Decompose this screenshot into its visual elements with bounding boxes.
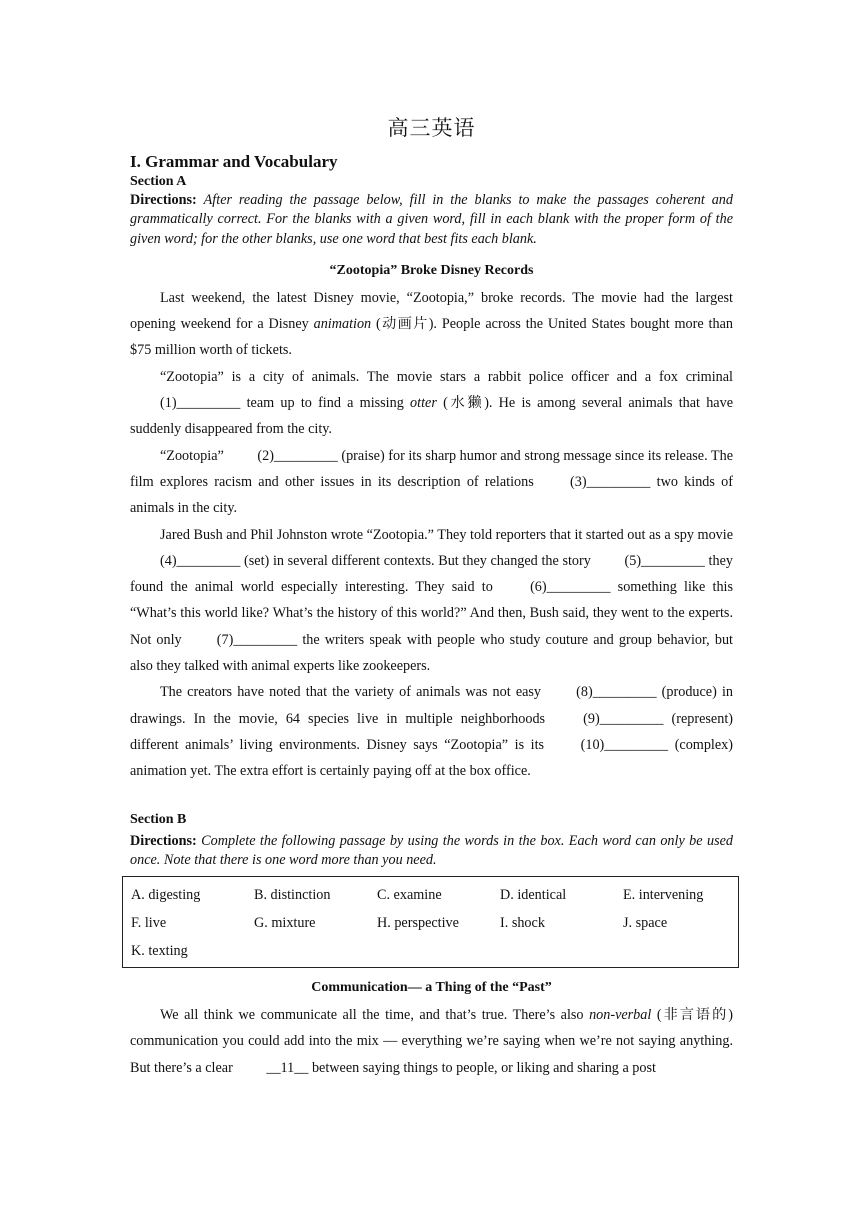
- blank-8[interactable]: (8)_________: [576, 684, 657, 701]
- blank-10[interactable]: (10)_________: [580, 736, 669, 753]
- word-bank-box: [122, 876, 739, 968]
- word-option: C. examine: [377, 887, 442, 904]
- word-option: I. shock: [500, 915, 545, 932]
- word-option: A. digesting: [131, 887, 201, 904]
- word-option: D. identical: [500, 887, 567, 904]
- word-option: K. texting: [131, 943, 188, 960]
- section-b-directions: [130, 832, 733, 871]
- word-bank-grid: [123, 881, 738, 965]
- blank-11[interactable]: __11__: [266, 1059, 309, 1076]
- blank-5[interactable]: (5)_________: [624, 552, 705, 569]
- word-option: G. mixture: [254, 915, 316, 932]
- section-a-directions: [130, 191, 733, 249]
- directions-label: Directions:: [130, 192, 197, 208]
- blank-7[interactable]: (7)_________: [216, 631, 298, 648]
- passage-a-paragraph-1: Last weekend, the latest Disney movie, “Zootopia,” broke records. The movie had the largest opening weekend for a Disney animation (动画片). People across the United States bought more than $75 million worth of tickets.: [130, 289, 733, 359]
- word-option: J. space: [623, 915, 668, 932]
- directions-text: After reading the passage below, fill in the blanks to make the passages coherent and grammatically correct. For the blanks with a given word, fill in each blank with the proper form of the given word; for the other blanks, use one word that best fits each blank.: [130, 192, 733, 247]
- blank-2[interactable]: (2)_________: [257, 447, 338, 464]
- document-title: 高三英语: [387, 116, 476, 140]
- blank-9[interactable]: (9)_________: [583, 710, 664, 727]
- section-a-heading: Section A: [130, 174, 187, 189]
- blank-3[interactable]: (3)_________: [570, 473, 651, 490]
- passage-a-paragraph-2: “Zootopia” is a city of animals. The movie stars a rabbit police officer and a fox criminal (1)_________ team up to find a missing otter (水獭). He is among several animals that have suddenly disappeared from the city.: [130, 368, 733, 438]
- section-spacer: [130, 785, 733, 812]
- word-option: E. intervening: [623, 887, 704, 904]
- part-heading: I. Grammar and Vocabulary: [130, 152, 338, 171]
- word-option: B. distinction: [254, 887, 331, 904]
- directions-text: Complete the following passage by using the words in the box. Each word can only be used once. Note that there is one word more than you need.: [130, 832, 733, 868]
- blank-6[interactable]: (6)_________: [530, 579, 611, 596]
- document-page: [130, 112, 733, 1081]
- passage-a-paragraph-4: Jared Bush and Phil Johnston wrote “Zootopia.” They told reporters that it started out as a spy movie (4)_________ (set) in several different contexts. But they changed the story (5)_________ they found the animal world especially interesting. They said to (6)_________ something like this “What’s this world like? What’s the history of this world?” And then, Bush said, they went to the experts. Not only (7)_________ the writers speak with people who study couture and group behavior, but also they talked with animal experts like zookeepers.: [130, 526, 733, 675]
- passage-a-title: “Zootopia” Broke Disney Records: [329, 262, 534, 278]
- blank-1[interactable]: (1)_________: [160, 395, 241, 412]
- word-option: F. live: [131, 915, 167, 932]
- section-b-heading: Section B: [130, 811, 187, 827]
- directions-label: Directions:: [130, 832, 197, 849]
- passage-b-title: Communication— a Thing of the “Past”: [311, 980, 552, 996]
- passage-a-paragraph-5: The creators have noted that the variety of animals was not easy (8)_________ (produce) in drawings. In the movie, 64 species live in multiple neighborhoods (9)_________ (represent) different animals’ living environments. Disney says “Zootopia” is its (10)_________ (complex) animation yet. The extra effort is certainly paying off at the box office.: [130, 679, 733, 784]
- word-option: H. perspective: [377, 915, 459, 932]
- passage-a-paragraph-3: “Zootopia” (2)_________ (praise) for its sharp humor and strong message since its release. The film explores racism and other issues in its description of relations (3)_________ two kinds of animals in the city.: [130, 443, 733, 522]
- blank-4[interactable]: (4)_________: [160, 552, 241, 569]
- passage-b-paragraph-1: We all think we communicate all the time, and that’s true. There’s also non-verbal (非言语的) communication you could add into the mix — everything we’re saying when we’re not saying anything. But there’s a clear __11__ between saying things to people, or liking and sharing a post: [130, 1002, 733, 1081]
